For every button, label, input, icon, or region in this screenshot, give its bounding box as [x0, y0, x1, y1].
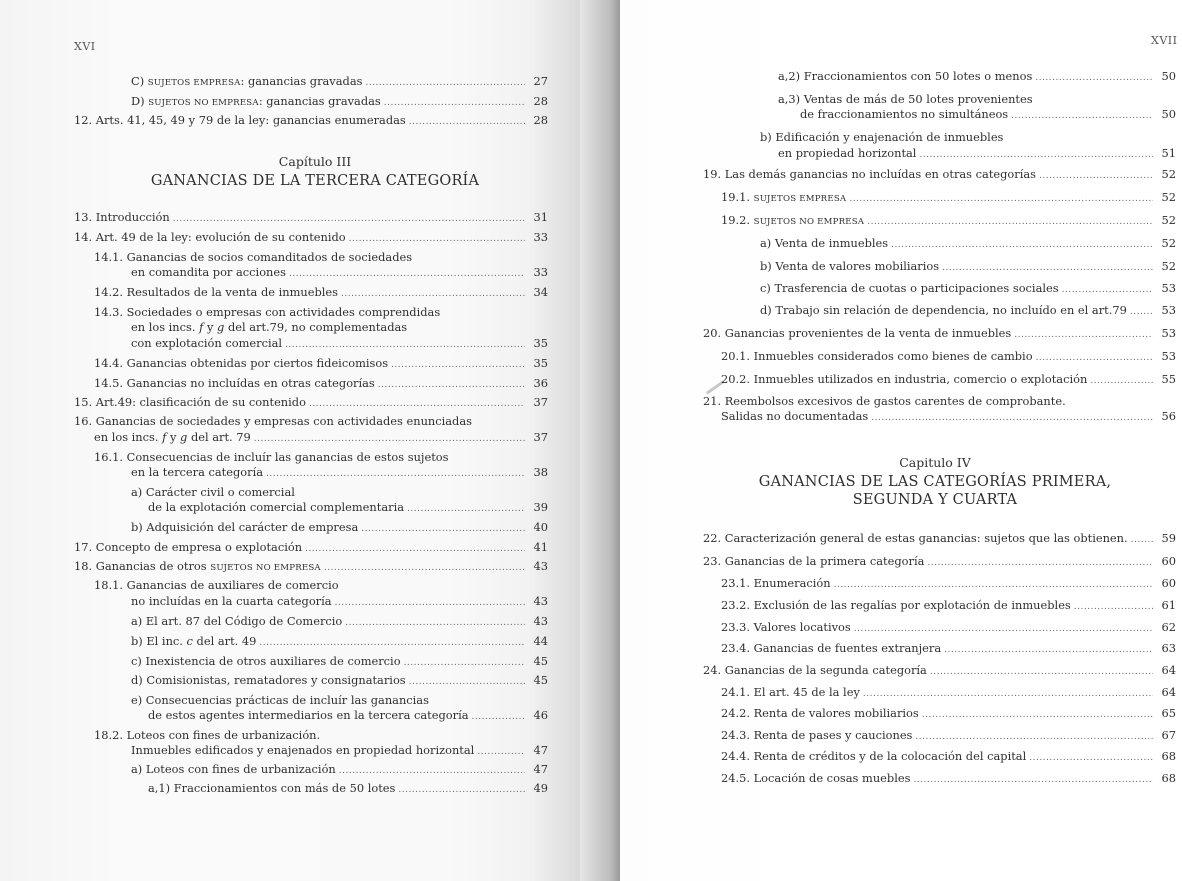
entry-text: de fraccionamientos no simultáneos — [800, 107, 1009, 121]
entry-text: Inmuebles edificados y enajenados en propiedad horizontal — [131, 743, 475, 757]
page-ref: 60 — [1161, 554, 1176, 568]
entry-text: a) Venta de inmuebles — [760, 236, 889, 250]
entry-line — [703, 394, 1066, 408]
entry-text: c) Inexistencia de otros auxiliares de comercio — [131, 654, 401, 668]
entry-text: 23. Ganancias de la primera categoría — [703, 554, 925, 568]
dot-leader — [378, 378, 525, 392]
entry-text: 20. Ganancias provenientes de la venta de inmuebles — [703, 326, 1012, 340]
toc-entry — [721, 598, 1176, 614]
chapter-title: GANANCIAS DE LA TERCERA CATEGORÍA — [150, 173, 480, 189]
toc-entry — [131, 614, 548, 630]
entry-text: 14.5. Ganancias no incluídas en otras categorías — [94, 376, 375, 390]
entry-line — [778, 92, 1033, 106]
page-ref: 33 — [533, 265, 548, 279]
dot-leader — [1014, 328, 1153, 342]
toc-entry — [760, 259, 1176, 275]
page-ref: 50 — [1161, 69, 1176, 83]
toc-entry — [148, 500, 548, 516]
toc-entry — [721, 576, 1176, 592]
entry-text: no incluídas en la cuarta categoría — [131, 594, 332, 608]
page-ref: 37 — [533, 395, 548, 409]
entry-text — [131, 74, 362, 90]
dot-leader — [345, 616, 525, 630]
entry-text: en los incs. f y g del art.79, no complementadas — [131, 320, 408, 334]
entry-text-rest: : ganancias gravadas — [258, 94, 381, 108]
entry-text: 24. Ganancias de la segunda categoría — [703, 663, 927, 677]
page-ref: 45 — [533, 673, 548, 687]
page-ref: 53 — [1161, 326, 1176, 340]
entry-text: 23.2. Exclusión de las regalías por explotación de inmuebles — [721, 598, 1071, 612]
dot-leader — [259, 636, 525, 650]
dot-leader — [1011, 109, 1153, 123]
entry-text: a) Carácter civil o comercial — [131, 485, 295, 499]
entry-text: a,3) Ventas de más de 50 lotes provenientes — [778, 92, 1033, 106]
toc-entry — [703, 663, 1176, 679]
entry-text: 12. Arts. 41, 45, 49 y 79 de la ley: ganancias enumeradas — [74, 113, 406, 127]
page-ref: 34 — [533, 285, 548, 299]
toc-entry — [760, 303, 1176, 319]
entry-text: c) Trasferencia de cuotas o participaciones sociales — [760, 281, 1059, 295]
page-ref: 50 — [1161, 107, 1176, 121]
entry-text: de estos agentes intermediarios en la tercera categoría — [148, 708, 469, 722]
page-ref: 36 — [533, 376, 548, 390]
toc-entry — [131, 265, 548, 281]
dot-leader — [361, 522, 525, 536]
dot-leader — [1035, 71, 1153, 85]
entry-text: 17. Concepto de empresa o explotación — [74, 540, 303, 554]
dot-leader — [930, 665, 1153, 679]
page-ref: 52 — [1161, 167, 1176, 181]
toc-entry — [721, 706, 1176, 722]
dot-leader — [285, 338, 525, 352]
entry-text: 24.2. Renta de valores mobiliarios — [721, 706, 919, 720]
entry-text: 20.1. Inmuebles considerados como bienes de cambio — [721, 349, 1033, 363]
entry-text: 24.3. Renta de pases y cauciones — [721, 728, 913, 742]
dot-leader — [863, 687, 1153, 701]
entry-text: 23.3. Valores locativos — [721, 620, 851, 634]
entry-text: 16. Ganancias de sociedades y empresas con actividades enunciadas — [74, 414, 472, 428]
page-ref: 64 — [1161, 685, 1176, 699]
small-caps-label: SUJETOS EMPRESA — [753, 194, 847, 204]
dot-leader — [1131, 533, 1153, 547]
page-ref: 52 — [1161, 259, 1176, 273]
entry-prefix: D) — [131, 94, 149, 108]
dot-leader — [1036, 351, 1153, 365]
entry-text: 24.1. El art. 45 de la ley — [721, 685, 860, 699]
entry-line — [94, 450, 448, 464]
page-ref: 43 — [533, 594, 548, 608]
page-ref: 61 — [1161, 598, 1176, 612]
small-caps-label: SUJETOS NO EMPRESA — [148, 98, 259, 108]
toc-entry — [721, 641, 1176, 657]
entry-line — [760, 130, 1003, 144]
entry-text: 18.1. Ganancias de auxiliares de comercio — [94, 578, 339, 592]
page-number: XVII — [1151, 34, 1178, 47]
toc-entry — [721, 349, 1176, 365]
entry-text: b) Edificación y enajenación de inmuebles — [760, 130, 1004, 144]
chapter-label: Capítulo III — [278, 154, 352, 169]
entry-text: 16.1. Consecuencias de incluír las ganancias de estos sujetos — [94, 450, 449, 464]
page-ref: 27 — [533, 74, 548, 88]
entry-text: 14.1. Ganancias de socios comanditados de sociedades — [94, 250, 413, 264]
toc-entry — [131, 94, 548, 110]
entry-text: 23.1. Enumeración — [721, 576, 831, 590]
entry-text: a) Loteos con fines de urbanización — [131, 762, 336, 776]
entry-text: 22. Caracterización general de estas ganancias: sujetos que las obtienen. — [703, 531, 1128, 545]
entry-text — [721, 213, 864, 229]
entry-text-rest: : ganancias gravadas — [240, 74, 363, 88]
page-ref: 44 — [533, 634, 548, 648]
entry-prefix: 19.1. — [721, 190, 754, 204]
page-ref: 49 — [533, 781, 548, 795]
dot-leader — [472, 710, 525, 724]
page-ref: 68 — [1161, 749, 1176, 763]
chapter-heading — [90, 154, 540, 189]
toc-entry — [778, 69, 1176, 85]
dot-leader — [339, 764, 525, 778]
toc-entry — [721, 771, 1176, 787]
entry-text: 14.4. Ganancias obtenidas por ciertos fideicomisos — [94, 356, 389, 370]
entry-text: 18.2. Loteos con fines de urbanización. — [94, 728, 321, 742]
entry-text: 14.3. Sociedades o empresas con actividades comprendidas — [94, 305, 441, 319]
book-gutter — [580, 0, 620, 881]
toc-entry — [721, 213, 1176, 229]
toc-entry — [148, 781, 548, 797]
toc-entry — [131, 634, 548, 650]
page-ref: 28 — [533, 113, 548, 127]
dot-leader — [1074, 600, 1153, 614]
toc-entry — [74, 395, 548, 411]
page-ref: 35 — [533, 336, 548, 350]
dot-leader — [913, 773, 1153, 787]
entry-text: 21. Reembolsos excesivos de gastos carentes de comprobante. — [703, 394, 1066, 408]
toc-entry — [94, 430, 548, 446]
toc-entry — [131, 673, 548, 689]
toc-entry — [74, 113, 548, 129]
entry-line — [74, 414, 472, 428]
toc-entry — [131, 594, 548, 610]
small-caps-label: SUJETOS NO EMPRESA — [753, 217, 865, 227]
toc-entry — [800, 107, 1176, 123]
toc-entry — [94, 285, 548, 301]
entry-text: 13. Introducción — [74, 210, 170, 224]
page-ref: 33 — [533, 230, 548, 244]
page-ref: 37 — [533, 430, 548, 444]
dot-leader — [927, 556, 1153, 570]
page-ref: 55 — [1161, 372, 1176, 386]
dot-leader — [404, 656, 525, 670]
entry-text: a,1) Fraccionamientos con más de 50 lotes — [148, 781, 396, 795]
page-ref: 45 — [533, 654, 548, 668]
toc-entry — [703, 326, 1176, 342]
dot-leader — [409, 115, 525, 129]
page-ref: 52 — [1161, 213, 1176, 227]
dot-leader — [922, 708, 1153, 722]
page-ref: 51 — [1161, 146, 1176, 160]
dot-leader — [309, 397, 525, 411]
page-ref: 52 — [1161, 190, 1176, 204]
dot-leader — [1130, 305, 1153, 319]
entry-text: en propiedad horizontal — [778, 146, 917, 160]
dot-leader — [891, 238, 1153, 252]
entry-line — [94, 305, 440, 319]
toc-entry — [74, 540, 548, 556]
entry-text: e) Consecuencias prácticas de incluír las ganancias — [131, 693, 429, 707]
dot-leader — [324, 561, 525, 575]
page-ref: 62 — [1161, 620, 1176, 634]
toc-entry — [131, 465, 548, 481]
page-ref: 53 — [1161, 281, 1176, 295]
dot-leader — [871, 411, 1153, 425]
toc-entry — [760, 236, 1176, 252]
toc-entry — [131, 336, 548, 352]
page-ref: 28 — [533, 94, 548, 108]
page-ref: 64 — [1161, 663, 1176, 677]
toc-entry — [721, 685, 1176, 701]
page-ref: 47 — [533, 743, 548, 757]
page-ref: 39 — [533, 500, 548, 514]
toc-entry — [148, 708, 548, 724]
toc-entry — [131, 743, 548, 759]
dot-leader — [1062, 283, 1153, 297]
toc-entry — [74, 210, 548, 226]
entry-text: 14. Art. 49 de la ley: evolución de su contenido — [74, 230, 346, 244]
dot-leader — [266, 467, 525, 481]
dot-leader — [942, 261, 1153, 275]
toc-entry — [94, 356, 548, 372]
page-ref: 67 — [1161, 728, 1176, 742]
entry-text: 19. Las demás ganancias no incluídas en otras categorías — [703, 167, 1037, 181]
page-ref: 65 — [1161, 706, 1176, 720]
dot-leader — [173, 212, 525, 226]
small-caps-label: SUJETOS NO EMPRESA — [210, 563, 321, 573]
page-ref: 43 — [533, 614, 548, 628]
dot-leader — [849, 192, 1153, 206]
dot-leader — [944, 643, 1153, 657]
dot-leader — [915, 730, 1153, 744]
toc-entry — [721, 728, 1176, 744]
page-ref: 47 — [533, 762, 548, 776]
toc-entry — [703, 554, 1176, 570]
entry-text: a,2) Fraccionamientos con 50 lotes o menos — [778, 69, 1033, 83]
entry-text: de la explotación comercial complementaria — [148, 500, 405, 514]
dot-leader — [919, 148, 1153, 162]
entry-line — [94, 728, 320, 742]
entry-text — [721, 190, 846, 206]
toc-entry — [131, 762, 548, 778]
page-ref: 56 — [1161, 409, 1176, 423]
page-ref: 68 — [1161, 771, 1176, 785]
entry-text: 24.5. Locación de cosas muebles — [721, 771, 911, 785]
entry-text — [131, 94, 381, 110]
entry-text: en la tercera categoría — [131, 465, 264, 479]
page-ref: 52 — [1161, 236, 1176, 250]
entry-text: b) Venta de valores mobiliarios — [760, 259, 940, 273]
page-ref: 41 — [533, 540, 548, 554]
page-ref: 63 — [1161, 641, 1176, 655]
dot-leader — [1039, 169, 1153, 183]
entry-text: 14.2. Resultados de la venta de inmuebles — [94, 285, 338, 299]
dot-leader — [1090, 374, 1153, 388]
toc-entry — [131, 74, 548, 90]
toc-entry — [721, 409, 1176, 425]
dot-leader — [254, 432, 525, 446]
entry-prefix: 19.2. — [721, 213, 754, 227]
chapter-label: Capitulo IV — [899, 455, 971, 470]
dot-leader — [398, 783, 525, 797]
toc-entry — [131, 520, 548, 536]
entry-line — [131, 485, 295, 499]
dot-leader — [867, 215, 1153, 229]
chapter-heading — [710, 455, 1160, 508]
page-ref: 40 — [533, 520, 548, 534]
entry-text: b) El inc. c del art. 49 — [131, 634, 257, 648]
page-ref: 53 — [1161, 349, 1176, 363]
entry-prefix: 18. Ganancias de otros — [74, 559, 211, 573]
entry-text: 15. Art.49: clasificación de su contenido — [74, 395, 306, 409]
page-ref: 60 — [1161, 576, 1176, 590]
dot-leader — [365, 76, 525, 90]
toc-entry — [703, 531, 1176, 547]
toc-entry — [721, 372, 1176, 388]
entry-text: 24.4. Renta de créditos y de la colocación del capital — [721, 749, 1027, 763]
page-ref: 38 — [533, 465, 548, 479]
toc-entry — [703, 167, 1176, 183]
page-ref: 43 — [533, 559, 548, 573]
entry-line — [94, 578, 339, 592]
dot-leader — [335, 596, 525, 610]
toc-entry — [94, 376, 548, 392]
entry-line — [94, 250, 412, 264]
small-caps-label: SUJETOS EMPRESA — [147, 78, 241, 88]
entry-text: d) Comisionistas, rematadores y consignatarios — [131, 673, 406, 687]
entry-line — [131, 320, 407, 334]
page-ref: 46 — [533, 708, 548, 722]
dot-leader — [305, 542, 525, 556]
entry-text: con explotación comercial — [131, 336, 283, 350]
dot-leader — [391, 358, 525, 372]
dot-leader — [341, 287, 525, 301]
dot-leader — [854, 622, 1153, 636]
dot-leader — [477, 745, 525, 759]
toc-entry — [778, 146, 1176, 162]
entry-text: a) El art. 87 del Código de Comercio — [131, 614, 343, 628]
entry-text: 20.2. Inmuebles utilizados en industria, comercio o explotación — [721, 372, 1088, 386]
toc-entry — [131, 654, 548, 670]
dot-leader — [384, 96, 525, 110]
page-ref: 59 — [1161, 531, 1176, 545]
toc-entry — [74, 230, 548, 246]
dot-leader — [834, 578, 1153, 592]
dot-leader — [407, 502, 525, 516]
toc-entry — [721, 620, 1176, 636]
entry-prefix: C) — [131, 74, 148, 88]
page-number: XVI — [74, 40, 96, 53]
entry-text: en comandita por acciones — [131, 265, 286, 279]
entry-text: d) Trabajo sin relación de dependencia, no incluído en el art.79 — [760, 303, 1127, 317]
entry-text: en los incs. f y g del art. 79 — [94, 430, 251, 444]
toc-entry — [721, 190, 1176, 206]
toc-entry — [74, 559, 548, 575]
toc-entry — [721, 749, 1176, 765]
entry-text: b) Adquisición del carácter de empresa — [131, 520, 359, 534]
page-ref: 53 — [1161, 303, 1176, 317]
page-ref: 31 — [533, 210, 548, 224]
chapter-title: GANANCIAS DE LAS CATEGORÍAS PRIMERA, — [758, 474, 1112, 490]
dot-leader — [289, 267, 525, 281]
page-ref: 35 — [533, 356, 548, 370]
toc-entry — [760, 281, 1176, 297]
entry-text: 23.4. Ganancias de fuentes extranjera — [721, 641, 942, 655]
chapter-title: SEGUNDA Y CUARTA — [852, 492, 1018, 508]
entry-text — [74, 559, 321, 575]
dot-leader — [409, 675, 525, 689]
entry-line — [131, 693, 429, 707]
dot-leader — [349, 232, 525, 246]
dot-leader — [1029, 751, 1153, 765]
entry-text: Salidas no documentadas — [721, 409, 869, 423]
